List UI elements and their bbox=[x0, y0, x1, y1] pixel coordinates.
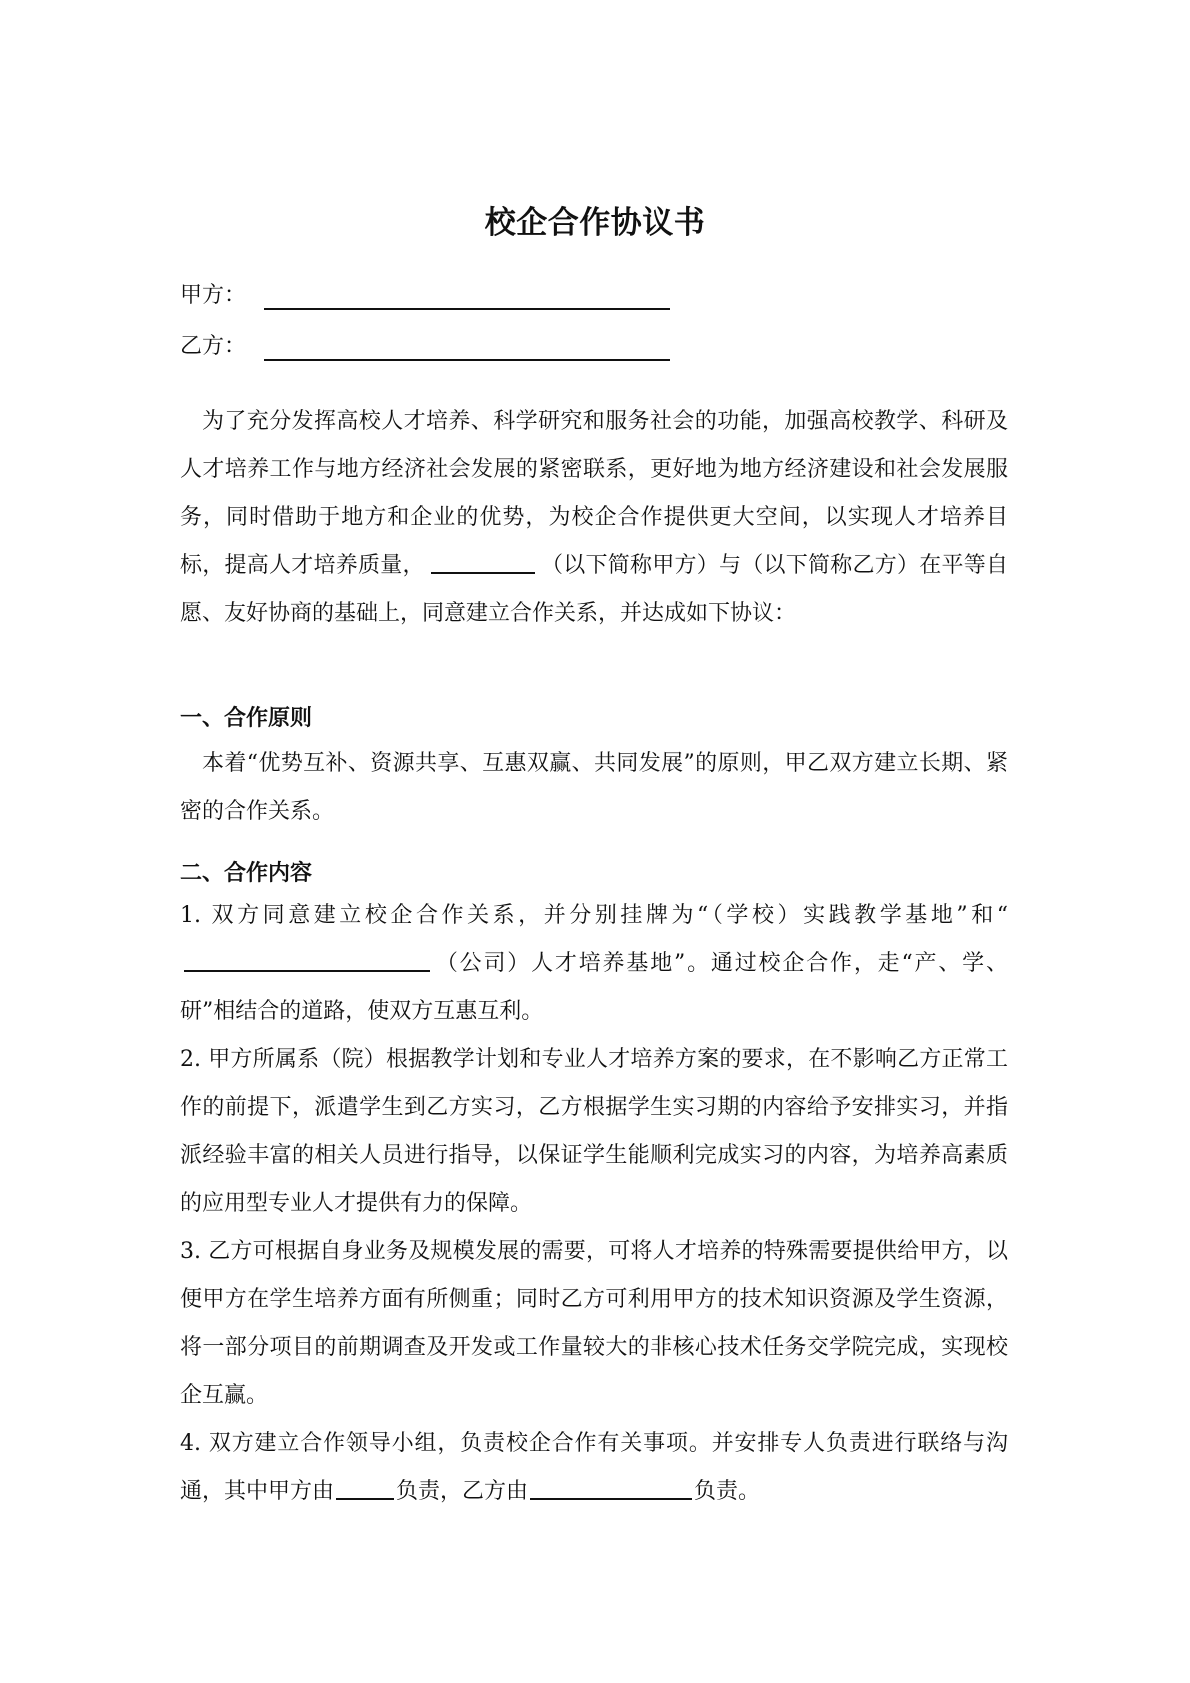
party-b-contact-blank[interactable] bbox=[530, 1498, 692, 1500]
principles-paragraph bbox=[180, 740, 1008, 836]
intro-text-part1: 为了充分发挥高校人才培养、科学研究和服务社会的功能，加强高校教学、科研及人才培养工作与地方经济社会发展的紧密联系，更好地为地方经济建设和社会发展服务，同时借助于地方和企业的优势，为校企合作提供更大空间，以实现人才培养目标，提高人才培养质量， bbox=[180, 409, 1008, 578]
party-a-label: 甲方： bbox=[180, 283, 247, 308]
party-b-label: 乙方： bbox=[180, 334, 247, 359]
content-item-1-text-b: （公司）人才培养基地”。通过校企合作，走“产、学、研”相结合的道路，使双方互惠互利。 bbox=[180, 951, 1008, 1024]
principles-text: 本着“优势互补、资源共享、互惠双赢、共同发展”的原则，甲乙双方建立长期、紧密的合作关系。 bbox=[180, 751, 1008, 824]
company-name-blank[interactable] bbox=[184, 970, 430, 972]
section-heading-principles: 一、合作原则 bbox=[180, 705, 313, 731]
party-a-abbreviation-blank[interactable] bbox=[431, 572, 535, 574]
party-a-line bbox=[180, 275, 700, 317]
document-title: 校企合作协议书 bbox=[484, 205, 706, 241]
intro-paragraph bbox=[180, 398, 1008, 638]
party-b-blank[interactable] bbox=[264, 359, 670, 361]
content-item-4-text-a: 4. 双方建立合作领导小组，负责校企合作有关事项。并安排专人负责进行联络与沟通，其中甲方由 bbox=[180, 1431, 1008, 1504]
content-item-1 bbox=[180, 892, 1008, 1036]
content-item-1-text-a: 1. 双方同意建立校企合作关系，并分别挂牌为“（学校）实践教学基地”和“ bbox=[180, 903, 1008, 928]
section-heading-content: 二、合作内容 bbox=[180, 860, 313, 886]
content-item-4-text-c: 负责。 bbox=[694, 1479, 761, 1504]
party-a-contact-blank[interactable] bbox=[336, 1498, 394, 1500]
cooperation-content-list bbox=[180, 892, 1008, 1516]
content-item-2: 2. 甲方所属系（院）根据教学计划和专业人才培养方案的要求，在不影响乙方正常工作的前提下，派遣学生到乙方实习，乙方根据学生实习期的内容给予安排实习，并指派经验丰富的相关人员进行指导，以保证学生能顺利完成实习的内容，为培养高素质的应用型专业人才提供有力的保障。 bbox=[180, 1047, 1008, 1216]
content-item-4-text-b: 负责，乙方由 bbox=[396, 1479, 529, 1504]
content-item-4 bbox=[180, 1420, 1008, 1516]
party-b-line bbox=[180, 326, 700, 368]
intro-text-part2: （以下简称甲方）与（以下简称乙方）在平等自愿、友好协商的基础上，同意建立合作关系，并达成如下协议： bbox=[180, 553, 1008, 626]
party-a-blank[interactable] bbox=[264, 308, 670, 310]
content-item-3: 3. 乙方可根据自身业务及规模发展的需要，可将人才培养的特殊需要提供给甲方，以便甲方在学生培养方面有所侧重；同时乙方可利用甲方的技术知识资源及学生资源，将一部分项目的前期调查及开发或工作量较大的非核心技术任务交学院完成，实现校企互赢。 bbox=[180, 1239, 1008, 1408]
